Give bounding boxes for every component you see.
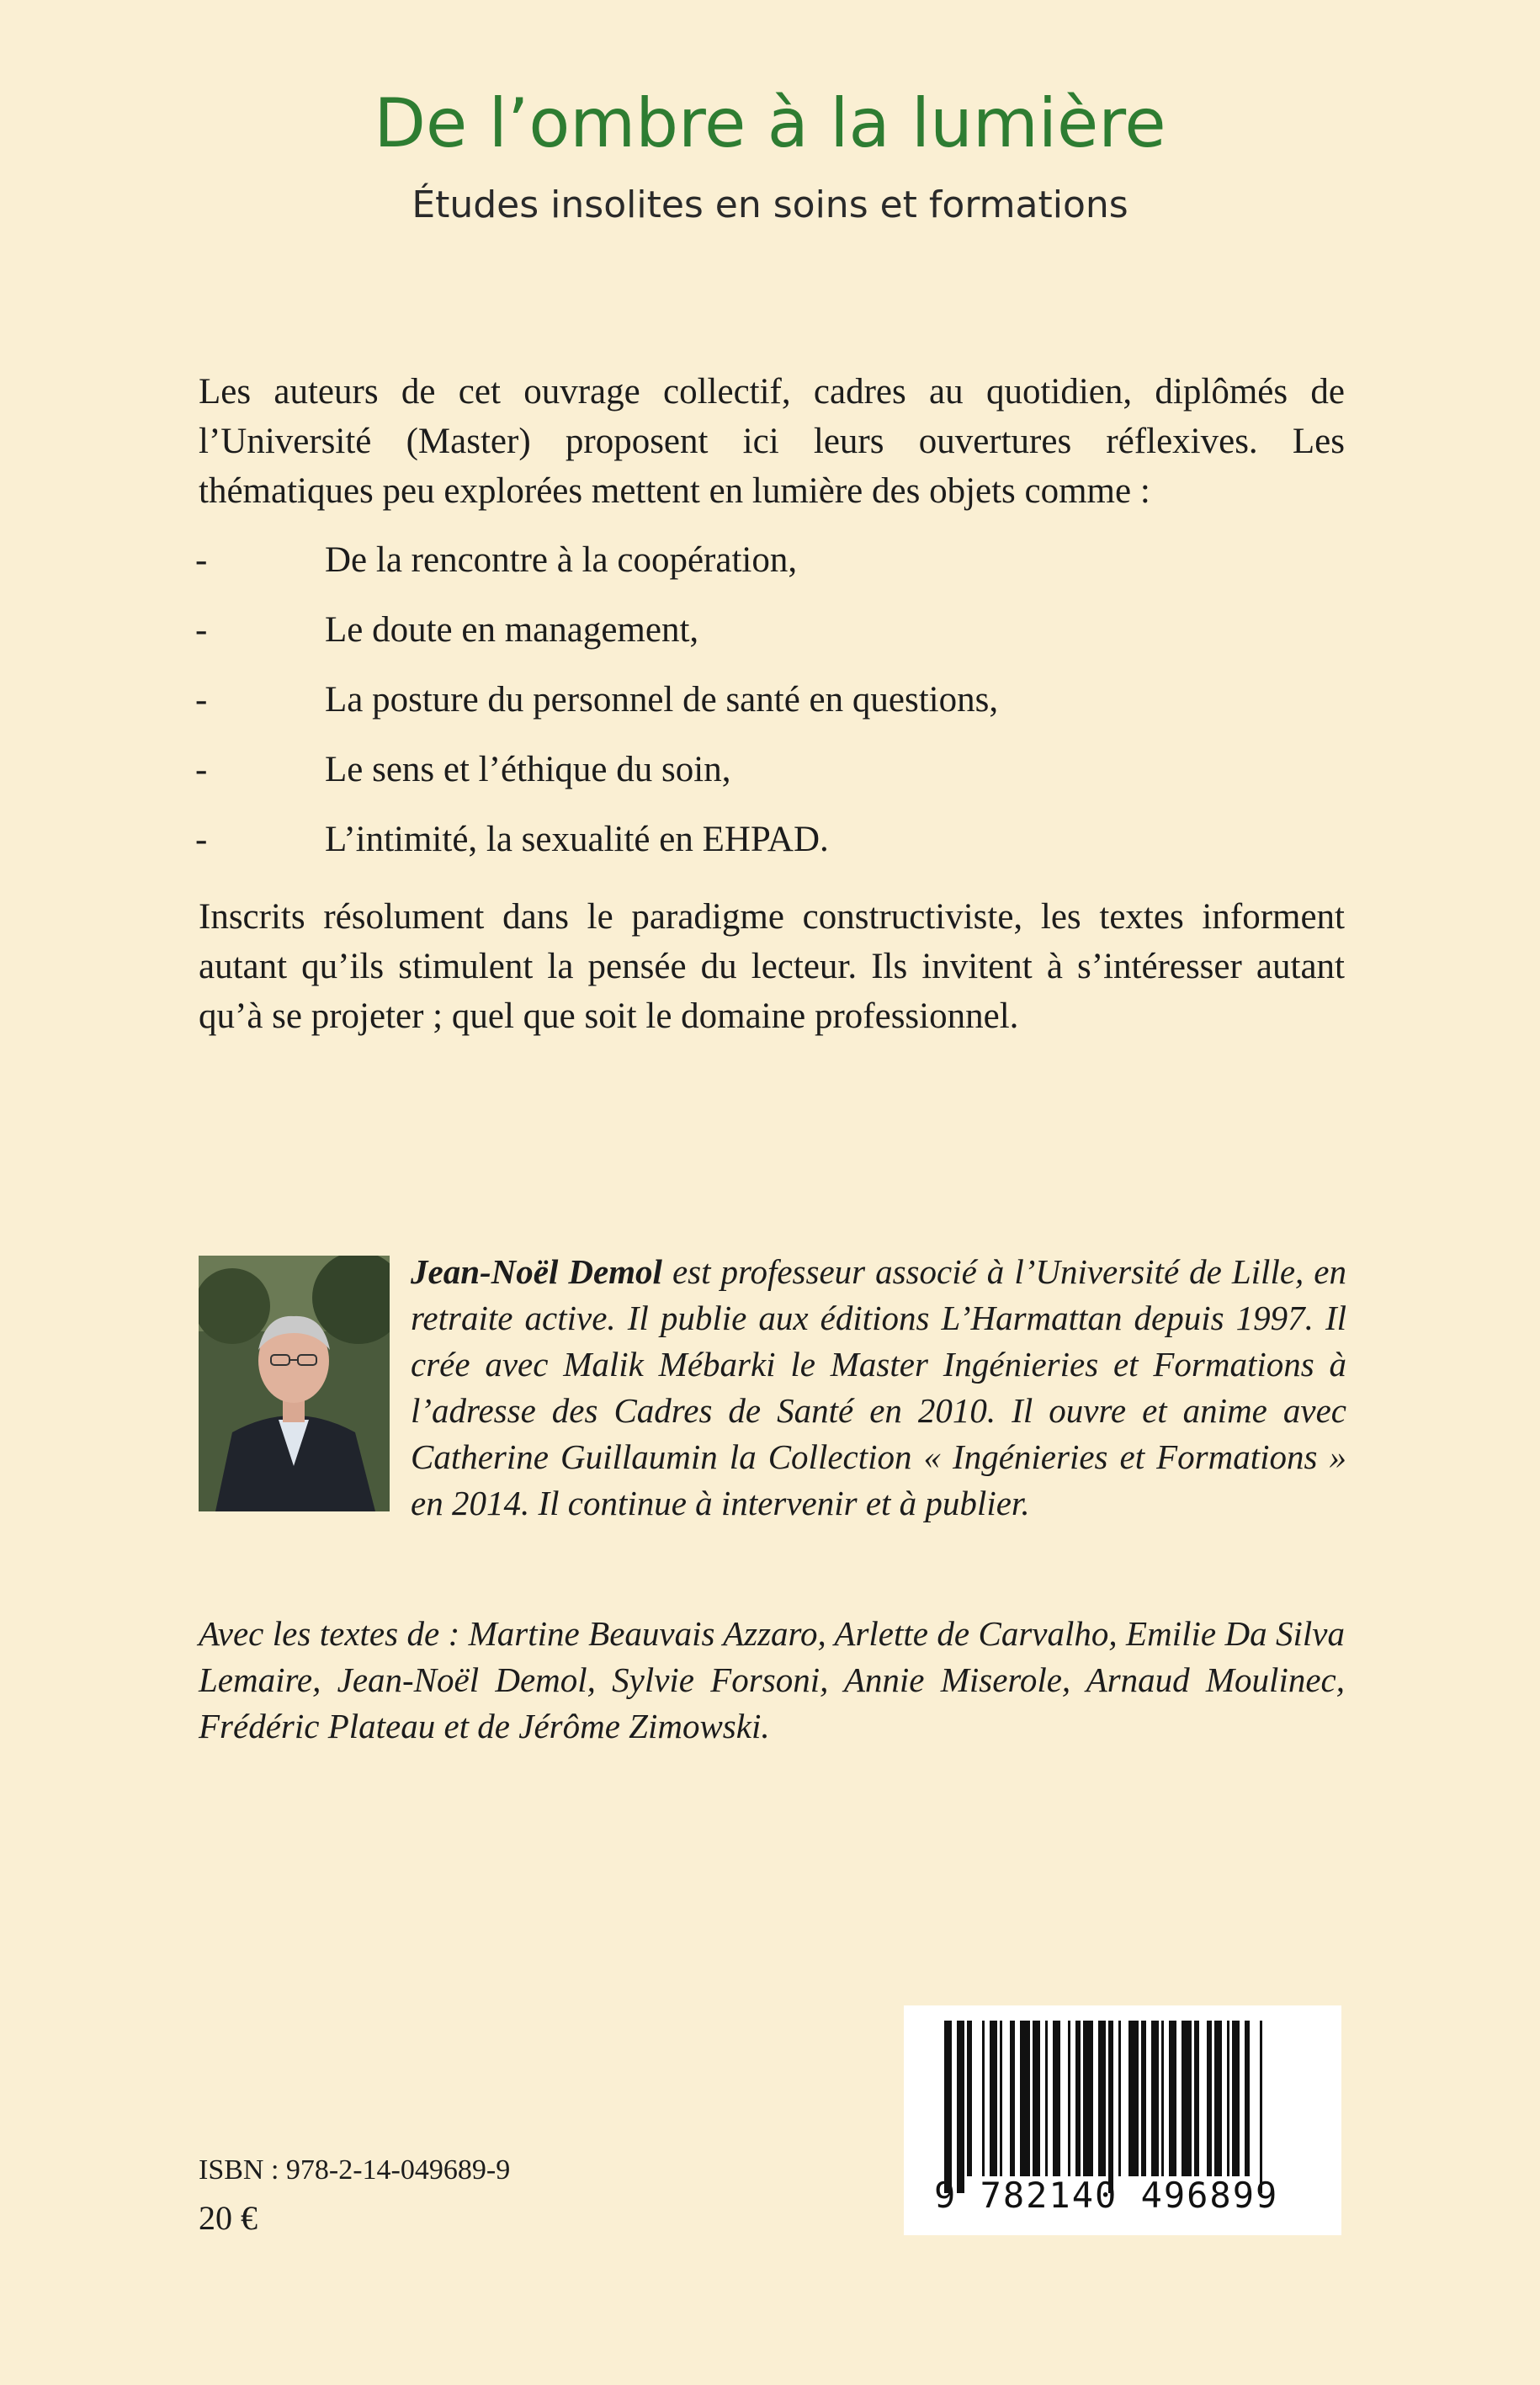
barcode-bar [1020, 2021, 1030, 2176]
barcode-bar [1227, 2021, 1229, 2176]
topic-list [195, 535, 1341, 884]
barcode-bar [1260, 2021, 1262, 2193]
barcode-bar [1053, 2021, 1060, 2176]
list-item [195, 745, 1341, 815]
barcode-bar [944, 2021, 952, 2193]
coauthors-list: Avec les textes de : Martine Beauvais Azzaro, Arlette de Carvalho, Emilie Da Silva Lemaire, Jean-Noël Demol, Sylvie Forsoni, Annie Miserole, Arnaud Moulinec, Frédéric Plateau et de Jérôme Zimowski. [199, 1614, 1345, 1745]
list-item-text: La posture du personnel de santé en questions, [325, 680, 999, 720]
barcode-bar [1161, 2021, 1164, 2176]
price: 20 € [199, 2199, 258, 2237]
barcode-bar [1169, 2021, 1176, 2176]
book-title: De l’ombre à la lumière [374, 84, 1166, 162]
barcode-bar [1000, 2021, 1002, 2176]
list-item-text: Le doute en management, [325, 610, 699, 650]
barcode-bar [1045, 2021, 1048, 2176]
barcode-bar [1033, 2021, 1040, 2176]
barcode-bar [1128, 2021, 1139, 2176]
barcode-bar [982, 2021, 985, 2176]
barcode-bar [1151, 2021, 1159, 2176]
list-item-text: Le sens et l’éthique du soin, [325, 750, 731, 789]
list-dash: - [195, 750, 208, 789]
book-subtitle: Études insolites en soins et formations [412, 183, 1128, 226]
barcode-bar [1010, 2021, 1015, 2176]
list-dash: - [195, 610, 208, 650]
list-item [195, 535, 1341, 605]
author-portrait-illustration [199, 1256, 390, 1511]
list-item-text: L’intimité, la sexualité en EHPAD. [325, 820, 829, 859]
author-bio [411, 1249, 1346, 1527]
barcode-bar [1182, 2021, 1192, 2176]
barcode-bar [1083, 2021, 1093, 2176]
barcode-bar [1245, 2021, 1250, 2176]
barcode-bar [1098, 2021, 1106, 2176]
barcode-bar [1194, 2021, 1199, 2176]
summary-outro: Inscrits résolument dans le paradigme constructiviste, les textes informent autant qu’ils stimulent la pensée du lecteur. Ils invitent à s’intéresser autant qu’à se projeter ; quel que soit le domaine professionnel. [199, 897, 1345, 1036]
list-item [195, 605, 1341, 675]
barcode-bar [967, 2021, 972, 2176]
barcode-bar [1214, 2021, 1222, 2176]
barcode-bar [1118, 2021, 1121, 2176]
author-name: Jean-Noël Demol [411, 1252, 662, 1291]
barcode-bar [1068, 2021, 1070, 2176]
list-item [195, 675, 1341, 745]
list-dash: - [195, 680, 208, 720]
barcode-bar [1232, 2021, 1240, 2176]
barcode-bar [957, 2021, 964, 2193]
author-photo [199, 1256, 390, 1511]
isbn: ISBN : 978-2-14-049689-9 [199, 2154, 511, 2186]
barcode-bar [1141, 2021, 1146, 2176]
barcode-bar [990, 2021, 997, 2176]
summary-intro: Les auteurs de cet ouvrage collectif, cadres au quotidien, diplômés de l’Université (Master) proposent ici leurs ouvertures réflexives. Les thématiques peu explorées mettent en lumière des objets comme : [199, 372, 1345, 511]
barcode-digits: 9 782140 496899 [934, 2175, 1279, 2216]
list-item [195, 815, 1341, 884]
list-item-text: De la rencontre à la coopération, [325, 540, 798, 580]
barcode-bar [1207, 2021, 1212, 2176]
barcode-bar [1075, 2021, 1081, 2176]
author-bio-text: est professeur associé à l’Université de Lille, en retraite active. Il publie aux éditions L’Harmattan depuis 1997. Il crée avec Malik Mébarki le Master Ingénieries et Formations à l’adresse des Cadres de Santé en 2010. Il ouvre et anime avec Catherine Guillaumin la Collection « Ingénieries et Formations » en 2014. Il continue à intervenir et à publier. [411, 1252, 1346, 1522]
list-dash: - [195, 820, 208, 859]
barcode-bar [1108, 2021, 1113, 2193]
list-dash: - [195, 540, 208, 580]
